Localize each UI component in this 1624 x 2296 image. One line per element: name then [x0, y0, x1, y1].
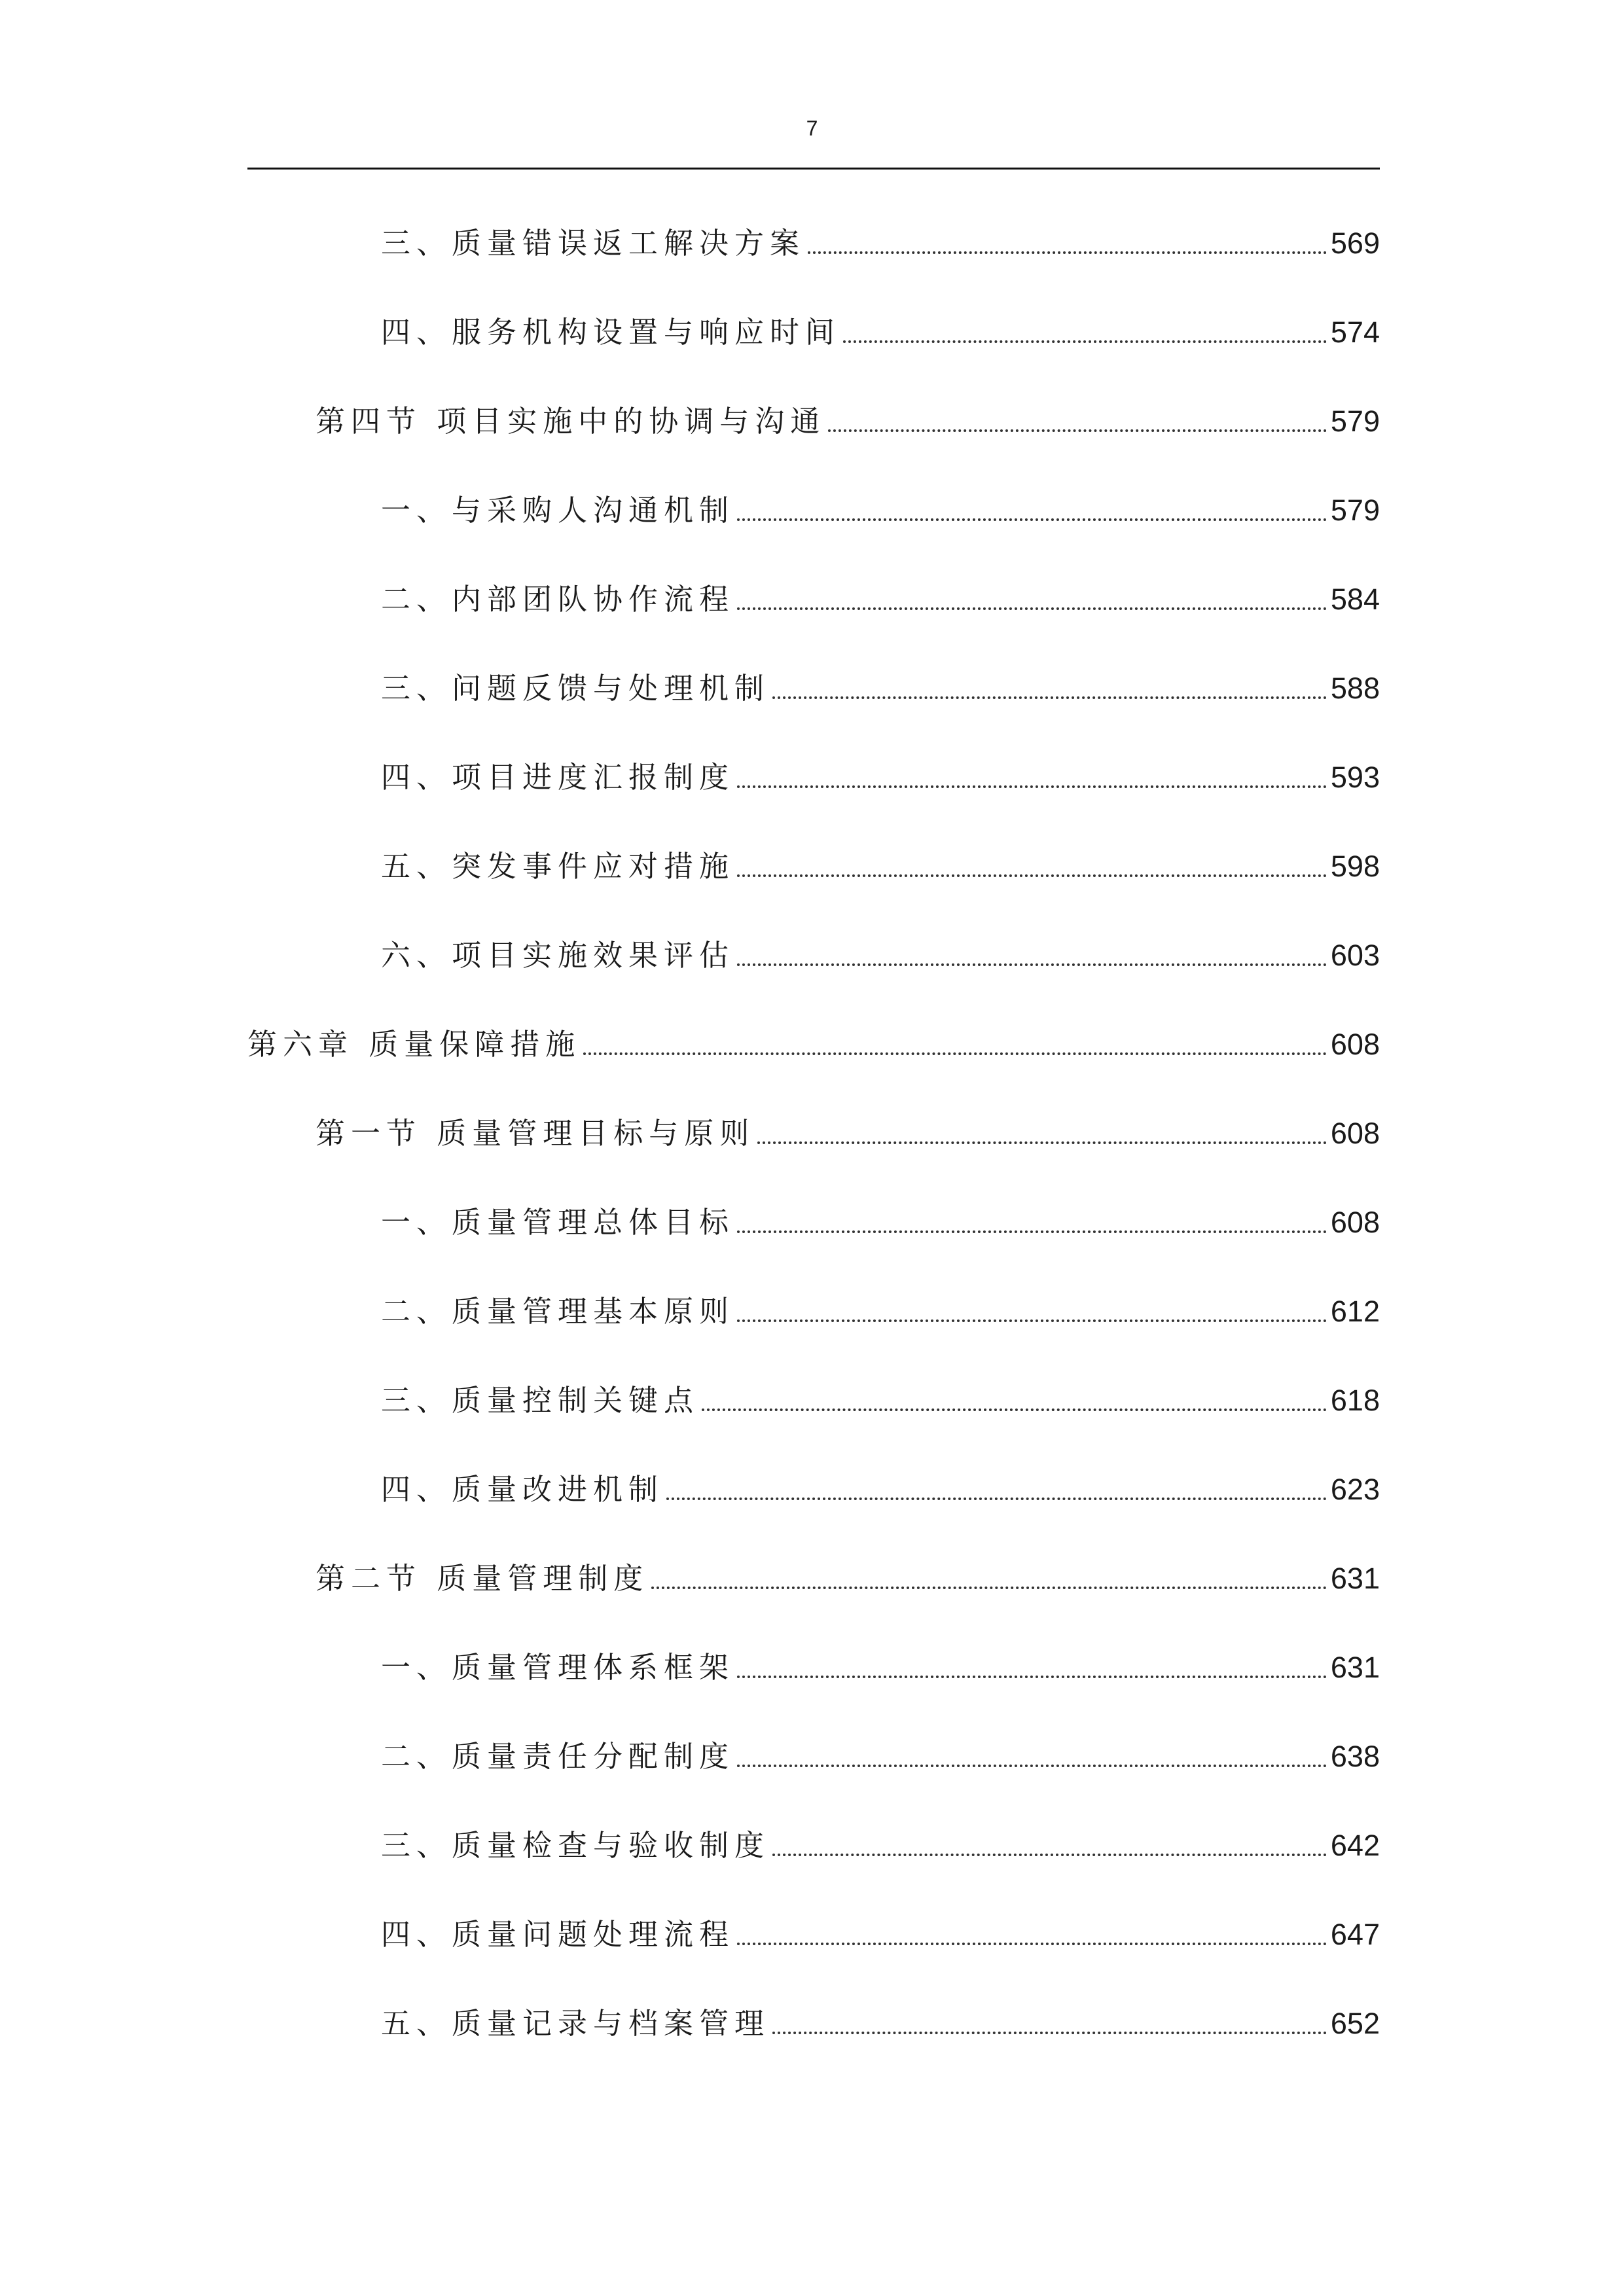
toc-dot-leader: [772, 1854, 1327, 1856]
toc-entry-title: 五、质量记录与档案管理: [381, 2006, 770, 2041]
toc-entry-page: 588: [1330, 672, 1380, 705]
toc-dot-leader: [737, 1319, 1327, 1322]
toc-entry-title: 三、质量错误返工解决方案: [381, 226, 806, 260]
toc-entry-title: 五、突发事件应对措施: [381, 849, 735, 884]
toc-entry[interactable]: [381, 1729, 1380, 1775]
page-number: 7: [806, 117, 818, 140]
toc-entry-page: 608: [1330, 1117, 1380, 1150]
toc-entry-chapter[interactable]: [247, 1017, 1380, 1063]
toc-entry-title: 六、项目实施效果评估: [381, 938, 735, 973]
toc-dot-leader: [702, 1408, 1327, 1411]
toc-entry-title: 三、质量控制关键点: [381, 1383, 700, 1418]
toc-entry[interactable]: [381, 839, 1380, 885]
toc-dot-leader: [737, 785, 1327, 788]
toc-dot-leader: [808, 251, 1327, 254]
toc-entry-page: 652: [1330, 2007, 1380, 2040]
toc-entry-title: 第四节 项目实施中的协调与沟通: [316, 404, 826, 439]
toc-dot-leader: [737, 1765, 1327, 1767]
toc-dot-leader: [651, 1587, 1327, 1589]
toc-dot-leader: [666, 1498, 1327, 1500]
toc-dot-leader: [583, 1052, 1327, 1055]
toc-dot-leader: [757, 1141, 1327, 1144]
toc-entry-title: 四、服务机构设置与响应时间: [381, 315, 841, 350]
toc-entry-page: 631: [1330, 1651, 1380, 1684]
toc-entry[interactable]: [381, 1996, 1380, 2042]
toc-entry[interactable]: [381, 305, 1380, 351]
toc-entry-title: 二、内部团队协作流程: [381, 582, 735, 617]
toc-dot-leader: [737, 874, 1327, 877]
toc-entry-section[interactable]: [316, 1551, 1380, 1597]
toc-entry-page: 579: [1330, 493, 1380, 527]
toc-entry-title: 第一节 质量管理目标与原则: [316, 1116, 755, 1151]
toc-dot-leader: [772, 696, 1327, 699]
toc-dot-leader: [737, 963, 1327, 966]
toc-entry-page: 569: [1330, 226, 1380, 260]
toc-entry-page: 618: [1330, 1384, 1380, 1417]
toc-dot-leader: [737, 1230, 1327, 1233]
toc-entry-section[interactable]: [316, 1106, 1380, 1152]
toc-entry-title: 三、问题反馈与处理机制: [381, 671, 770, 706]
toc-entry-page: 603: [1330, 939, 1380, 972]
toc-entry-page: 598: [1330, 850, 1380, 883]
toc-entry[interactable]: [381, 1284, 1380, 1330]
toc-entry-page: 638: [1330, 1740, 1380, 1773]
toc-entry[interactable]: [381, 1195, 1380, 1241]
toc-entry-page: 642: [1330, 1829, 1380, 1862]
toc-entry-title: 一、质量管理体系框架: [381, 1650, 735, 1685]
toc-entry[interactable]: [381, 483, 1380, 529]
toc-entry-title: 四、项目进度汇报制度: [381, 760, 735, 795]
toc-entry-page: 584: [1330, 583, 1380, 616]
toc-dot-leader: [843, 340, 1327, 343]
toc-entry[interactable]: [381, 1640, 1380, 1686]
toc-entry[interactable]: [381, 216, 1380, 262]
toc-entry-page: 574: [1330, 315, 1380, 349]
toc-entry-title: 二、质量责任分配制度: [381, 1739, 735, 1774]
toc-entry-title: 一、与采购人沟通机制: [381, 493, 735, 528]
toc-entry-title: 第二节 质量管理制度: [316, 1561, 649, 1596]
toc-dot-leader: [737, 1676, 1327, 1678]
toc-entry[interactable]: [381, 661, 1380, 707]
toc-entry[interactable]: [381, 1462, 1380, 1508]
toc-entry-title: 一、质量管理总体目标: [381, 1205, 735, 1240]
toc-entry-page: 593: [1330, 761, 1380, 794]
toc-dot-leader: [828, 429, 1327, 432]
toc-entry-title: 二、质量管理基本原则: [381, 1294, 735, 1329]
toc-entry-page: 631: [1330, 1562, 1380, 1595]
header-divider: [247, 168, 1380, 170]
toc-dot-leader: [737, 1943, 1327, 1945]
toc-entry-title: 四、质量改进机制: [381, 1472, 664, 1507]
toc-entry-page: 647: [1330, 1918, 1380, 1951]
toc-entry[interactable]: [381, 750, 1380, 796]
toc-entry-title: 四、质量问题处理流程: [381, 1917, 735, 1952]
toc-dot-leader: [772, 2032, 1327, 2034]
toc-dot-leader: [737, 518, 1327, 521]
toc-entry[interactable]: [381, 1907, 1380, 1953]
toc-entry[interactable]: [381, 1373, 1380, 1419]
toc-entry[interactable]: [381, 572, 1380, 618]
toc-entry-page: 623: [1330, 1473, 1380, 1506]
toc-entry-title: 三、质量检查与验收制度: [381, 1828, 770, 1863]
toc-entry-page: 608: [1330, 1028, 1380, 1061]
toc-entry[interactable]: [381, 928, 1380, 974]
toc-dot-leader: [737, 607, 1327, 610]
toc-entry-section[interactable]: [316, 394, 1380, 440]
toc-entry[interactable]: [381, 1818, 1380, 1864]
toc-entry-page: 579: [1330, 404, 1380, 438]
toc-entry-title: 第六章 质量保障措施: [247, 1027, 581, 1062]
toc-entry-page: 608: [1330, 1206, 1380, 1239]
toc-entry-page: 612: [1330, 1295, 1380, 1328]
